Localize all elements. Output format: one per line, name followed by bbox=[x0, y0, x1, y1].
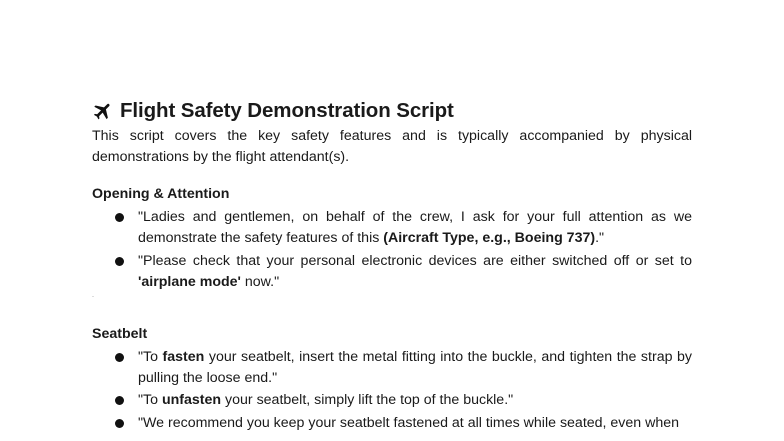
bold-text: 'airplane mode' bbox=[138, 273, 241, 290]
divider-mark bbox=[92, 296, 94, 297]
text-run: "To bbox=[138, 392, 162, 408]
bullet-list bbox=[92, 347, 692, 434]
intro-paragraph: This script covers the key safety features and is typically accompanied by physical demonstrations by the flight attendant(s). bbox=[92, 128, 692, 165]
list-item bbox=[92, 413, 692, 434]
document-page bbox=[92, 96, 692, 435]
bullet-dot-icon bbox=[115, 213, 124, 222]
airplane-icon bbox=[92, 100, 114, 122]
bullet-list bbox=[92, 207, 692, 293]
section-heading: Seatbelt bbox=[92, 325, 148, 342]
sections-container bbox=[92, 184, 692, 434]
page-title: Flight Safety Demonstration Script bbox=[120, 99, 454, 122]
bullet-dot-icon bbox=[115, 396, 124, 405]
title-row bbox=[92, 96, 692, 126]
list-item bbox=[92, 347, 692, 389]
list-item bbox=[92, 251, 692, 293]
bold-text: (Aircraft Type, e.g., Boeing 737) bbox=[383, 230, 596, 246]
text-run: "Ladies and gentlemen, on behalf of the crew, I ask for your full attention as we demonstrate the safety features of this bbox=[138, 209, 692, 246]
text-run: ." bbox=[595, 230, 605, 246]
text-run: your seatbelt, simply lift the top of the buckle." bbox=[221, 392, 514, 408]
text-run: your seatbelt, insert the metal fitting into the buckle, and tighten the strap by pulling the loose end." bbox=[138, 348, 692, 386]
text-run: "To bbox=[138, 348, 163, 365]
text-run: now." bbox=[240, 273, 280, 290]
section-heading: Opening & Attention bbox=[92, 186, 230, 202]
bullet-dot-icon bbox=[115, 353, 124, 362]
text-run: "Please check that your personal electronic devices are either switched off or set to bbox=[138, 252, 692, 269]
bullet-dot-icon bbox=[115, 419, 124, 428]
list-item bbox=[92, 207, 692, 249]
bold-text: fasten bbox=[162, 348, 205, 365]
bullet-dot-icon bbox=[115, 257, 124, 266]
text-run: "We recommend you keep your seatbelt fastened at all times while seated, even when bbox=[138, 414, 680, 431]
bold-text: unfasten bbox=[161, 392, 222, 408]
list-item bbox=[92, 390, 692, 411]
